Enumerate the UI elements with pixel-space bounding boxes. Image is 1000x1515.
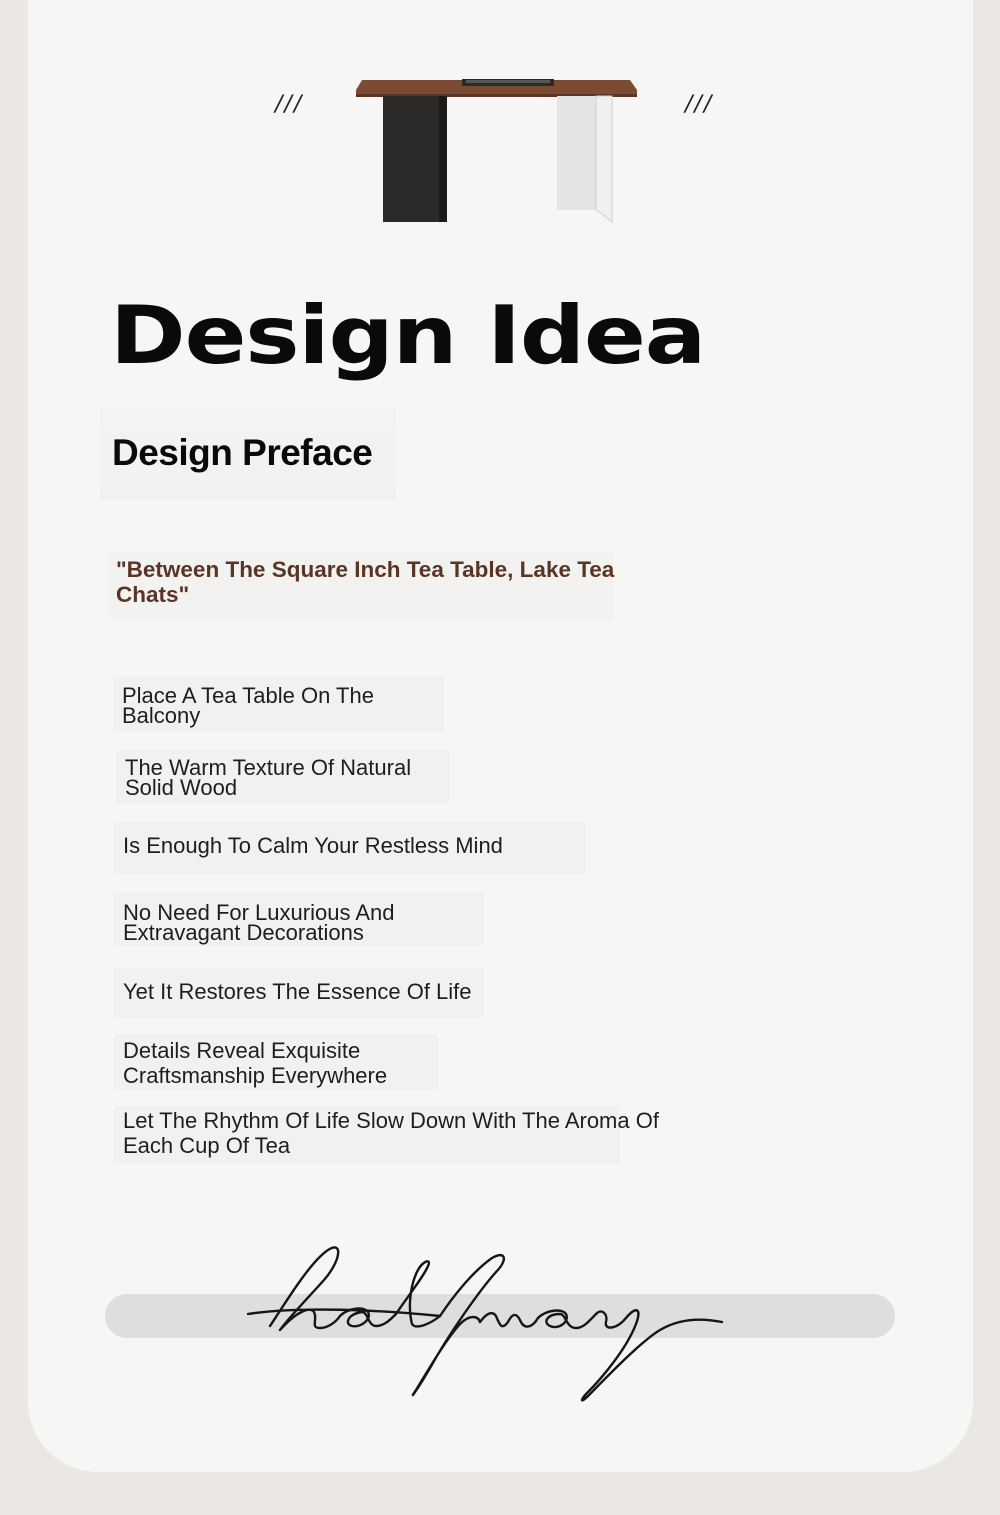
hatch-marks-right: /// <box>685 92 714 117</box>
page-title: Design Idea <box>110 289 706 382</box>
text-line: Is Enough To Calm Your Restless Mind <box>123 833 503 858</box>
text-line: No Need For Luxurious And Extravagant Decorations <box>123 900 395 945</box>
hatch-marks-left: /// <box>275 92 304 117</box>
section-subtitle: Design Preface <box>112 432 373 473</box>
text-line: The Warm Texture Of Natural Solid Wood <box>125 755 412 800</box>
pull-quote: "Between The Square Inch Tea Table, Lake Tea Chats" <box>116 557 615 607</box>
text-line: Yet It Restores The Essence Of Life <box>123 979 472 1004</box>
text-line: Let The Rhythm Of Life Slow Down With The Aroma Of Each Cup Of Tea <box>123 1108 659 1158</box>
halfway-signature-icon <box>240 1232 730 1404</box>
text-line: Place A Tea Table On The Balcony <box>122 683 374 728</box>
tea-table-icon <box>350 74 642 226</box>
text-line: Details Reveal Exquisite Craftsmanship Everywhere <box>123 1038 388 1088</box>
